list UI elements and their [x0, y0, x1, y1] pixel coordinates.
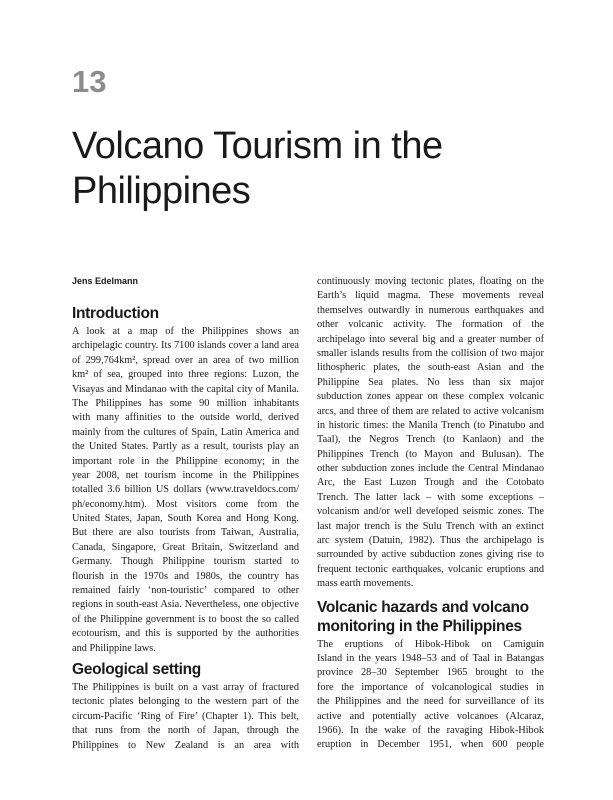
geological-setting-paragraph [72, 681, 299, 753]
text-line: Trench. The latter lack – with some exceptions – [317, 491, 544, 503]
text-line: the Philippines and the need for surveillance of its [317, 696, 544, 708]
text-line: fore the importance of volcanological studies in [317, 681, 544, 693]
text-line: totalled 3.6 billion US dollars (www.traveldocs.com/ [72, 484, 299, 496]
author-name: Jens Edelmann [72, 276, 139, 286]
chapter-title-line: Volcano Tourism in the [72, 125, 443, 167]
introduction-heading: Introduction [72, 305, 159, 322]
introduction-paragraph [72, 325, 299, 656]
text-line: eruption in December 1951, when 600 people [317, 739, 544, 751]
text-line: But there are also tourists from Taiwan, Australia, [72, 527, 299, 539]
text-line: Arc, the East Luzon Trough and the Cotobato [317, 477, 544, 489]
text-line: The Philippines is built on a vast array of fractured [72, 681, 299, 693]
text-line: frequent tectonic earthquakes, volcanic eruptions and [317, 563, 544, 575]
volcanic-hazards-heading-line: monitoring in the Philippines [317, 617, 522, 635]
text-line: archipelago into several big and a greater number of [317, 333, 544, 345]
volcanic-hazards-heading-line: Volcanic hazards and volcano [317, 598, 529, 616]
text-line: arc system (Datuin, 1982). Thus the archipelago is [317, 535, 544, 547]
text-line: other subduction zones include the Central Mindanao [317, 463, 544, 475]
text-line: tectonic plates belonging to the western part of the [72, 696, 299, 708]
text-line: Germany. Though Philippine tourism started to [72, 556, 299, 568]
text-line: in historic times: the Manila Trench (to Pinatubo and [317, 419, 544, 431]
volcanic-hazards-heading [317, 598, 544, 636]
text-line: Taal), the Negros Trench (to Kanlaon) and the [317, 434, 544, 446]
text-line: smaller islands results from the collision of two major [317, 347, 544, 359]
chapter-title-line: Philippines [72, 170, 251, 212]
text-line: volcanism and/or well developed seismic zones. The [317, 506, 544, 518]
text-line: regions in south-east Asia. Nevertheless, one objective [72, 599, 299, 611]
text-line: The eruptions of Hibok-Hibok on Camiguin [317, 638, 544, 650]
text-line: flourish in the 1970s and 1980s, the country has [72, 570, 299, 582]
text-line: The Philippines has some 90 million inhabitants [72, 397, 299, 409]
text-line: circum-Pacific ‘Ring of Fire’ (Chapter 1). This belt, [72, 710, 299, 722]
geological-setting-continued-paragraph [317, 275, 544, 592]
text-line: Earth’s liquid magma. These movements reveal [317, 290, 544, 302]
left-column [72, 275, 299, 753]
text-line: arcs, and three of them are related to active volcanism [317, 405, 544, 417]
text-line: active and potentially active volcanoes (Alcaraz, [317, 710, 544, 722]
text-line: Philippines to New Zealand is an area with [72, 739, 299, 751]
text-line: themselves outwardly in numerous earthquakes and [317, 304, 544, 316]
right-column [317, 275, 544, 753]
text-line: mass earth movements. [317, 578, 414, 590]
text-line: with many affinities to the outside world, derived [72, 412, 299, 424]
text-line: that runs from the north of Japan, through the [72, 725, 299, 737]
text-line: Island in the years 1948–53 and of Taal in Batangas [317, 652, 544, 664]
chapter-number: 13 [72, 64, 107, 99]
text-line: important role in the Philippine economy; in the [72, 455, 299, 467]
text-line: ph/economy.htm). Most visitors come from the [72, 498, 299, 510]
text-line: archipelagic country. Its 7100 islands cover a land area [72, 340, 299, 352]
text-line: province 28–30 September 1965 brought to the [317, 667, 544, 679]
text-line: Philippine Sea plates. No less than six major [317, 376, 544, 388]
text-line: of 299,764km², spread over an area of two million [72, 354, 299, 366]
volcanic-hazards-paragraph [317, 638, 544, 753]
text-line: the United States. Partly as a result, tourists play an [72, 441, 299, 453]
text-line: mainly from the cultures of Spain, Latin America and [72, 426, 299, 438]
text-line: last major trench is the Sulu Trench with an extinct [317, 520, 544, 532]
chapter-title [72, 124, 552, 214]
geological-setting-heading: Geological setting [72, 660, 201, 678]
text-line: 1966). In the wake of the ravaging Hibok-Hibok [317, 724, 544, 736]
text-line: year 2008, net tourism income in the Philippines [72, 469, 299, 481]
text-line: United States, Japan, South Korea and Hong Kong. [72, 513, 299, 525]
text-line: other volcanic activity. The formation of the [317, 319, 544, 331]
text-line: A look at a map of the Philippines shows an [72, 326, 299, 337]
text-line: Visayas and Mindanao with the capital city of Manila. [72, 383, 299, 395]
text-line: and Philippine laws. [72, 642, 156, 654]
text-line: remained fairly ‘non-touristic’ compared to other [72, 585, 299, 597]
text-line: continuously moving tectonic plates, floating on the [317, 276, 544, 287]
text-line: Canada, Singapore, Great Britain, Switzerland and [72, 541, 299, 553]
text-line: Philippines Trench (to Mayon and Bulusan). The [317, 448, 544, 460]
text-line: surrounded by active subduction zones giving rise to [317, 549, 544, 561]
text-line: subduction zones appear on these complex volcanic [317, 391, 544, 403]
text-line: ecotourism, and this is supported by the authorities [72, 628, 299, 640]
text-line: lithospheric plates, the south-east Asian and the [317, 362, 544, 374]
text-line: of the Philippine government is to boost the so called [72, 613, 299, 625]
text-line: km² of sea, grouped into three regions: Luzon, the [72, 369, 299, 381]
